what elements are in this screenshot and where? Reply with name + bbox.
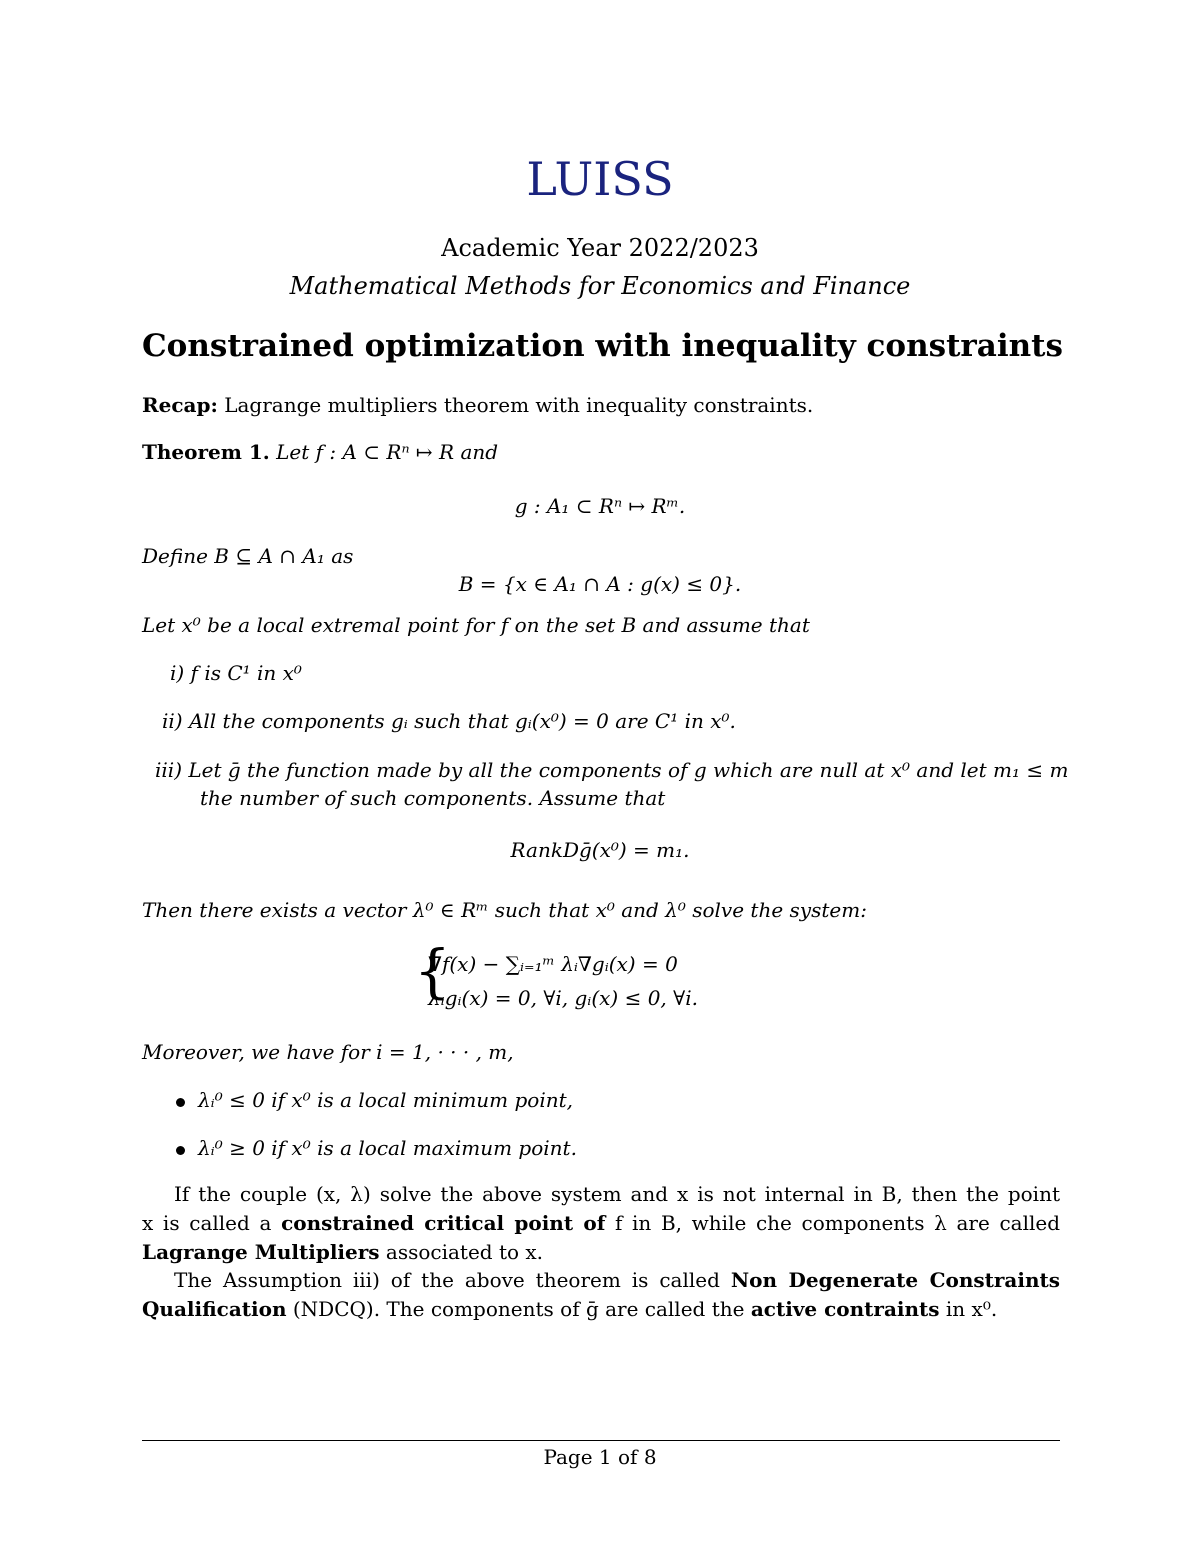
term-qualification: Qualification xyxy=(142,1297,287,1321)
course-name: Mathematical Methods for Economics and Finance xyxy=(289,272,911,300)
paragraph1-line1: If the couple (x, λ) solve the above system and x is not internal in B, then the point xyxy=(174,1182,1060,1206)
moreover-line: Moreover, we have for i = 1, · · · , m, xyxy=(142,1040,514,1064)
text-span: (NDCQ). The components of ḡ are called the xyxy=(292,1297,745,1321)
condition-iii-line1: iii) Let ḡ the function made by all the components of g which are null at x⁰ and let m₁ ≤ m xyxy=(155,758,1069,782)
g-definition: g : A₁ ⊂ Rⁿ ↦ Rᵐ. xyxy=(514,494,686,518)
theorem-intro-text: Let f : A ⊂ Rⁿ ↦ R and xyxy=(276,440,499,464)
document-title: LUISS xyxy=(526,152,674,206)
condition-i: i) f is C¹ in x⁰ xyxy=(170,661,302,685)
system-line-2: λᵢgᵢ(x) = 0, ∀i, gᵢ(x) ≤ 0, ∀i. xyxy=(428,986,698,1010)
bullet-dot xyxy=(176,1098,185,1107)
text-span: The Assumption iii) of the above theorem is called xyxy=(174,1268,720,1292)
bullet-minimum: λᵢ⁰ ≤ 0 if x⁰ is a local minimum point, xyxy=(198,1088,574,1112)
let-x0: Let x⁰ be a local extremal point for f on the set B and assume that xyxy=(142,613,810,637)
footer-rule xyxy=(142,1440,1060,1441)
recap-line xyxy=(142,393,813,417)
page-number: Page 1 of 8 xyxy=(543,1445,657,1469)
text-span: x is called a xyxy=(142,1211,272,1235)
rank-condition: RankDḡ(x⁰) = m₁. xyxy=(510,838,690,862)
term-ndcq: Non Degenerate Constraints xyxy=(730,1268,1060,1292)
left-brace: { xyxy=(414,937,451,1005)
paragraph1-line3 xyxy=(142,1240,543,1264)
condition-ii: ii) All the components gᵢ such that gᵢ(x⁰) = 0 are C¹ in x⁰. xyxy=(162,709,736,733)
then-statement: Then there exists a vector λ⁰ ∈ Rᵐ such that x⁰ and λ⁰ solve the system: xyxy=(142,898,867,922)
text-span: in x⁰. xyxy=(945,1297,998,1321)
term-lagrange-multipliers: Lagrange Multipliers xyxy=(142,1240,380,1264)
condition-iii-line2: the number of such components. Assume that xyxy=(200,786,666,810)
paragraph2-line1 xyxy=(174,1268,1060,1292)
paragraph2-line2 xyxy=(142,1297,997,1321)
text-span: f in B, while che components λ are called xyxy=(614,1211,1061,1235)
theorem-label: Theorem 1. xyxy=(142,440,270,464)
system-line-1: ∇f(x) − ∑ᵢ₌₁ᵐ λᵢ∇gᵢ(x) = 0 xyxy=(428,952,678,976)
recap-text: Lagrange multipliers theorem with inequality constraints. xyxy=(224,393,814,417)
text-span: associated to x. xyxy=(385,1240,544,1264)
section-title: Constrained optimization with inequality constraints xyxy=(142,328,1063,364)
bullet-maximum: λᵢ⁰ ≥ 0 if x⁰ is a local maximum point. xyxy=(198,1136,577,1160)
bullet-dot xyxy=(176,1146,185,1155)
academic-year: Academic Year 2022/2023 xyxy=(441,234,759,262)
term-active-constraints: active contraints xyxy=(750,1297,940,1321)
term-constrained-critical-point: constrained critical point of xyxy=(281,1211,606,1235)
paragraph1-line2 xyxy=(142,1211,1060,1235)
recap-label: Recap: xyxy=(142,393,218,417)
B-set: B = {x ∈ A₁ ∩ A : g(x) ≤ 0}. xyxy=(458,572,742,596)
define-B: Define B ⊆ A ∩ A₁ as xyxy=(142,544,354,568)
theorem-intro xyxy=(142,440,498,464)
